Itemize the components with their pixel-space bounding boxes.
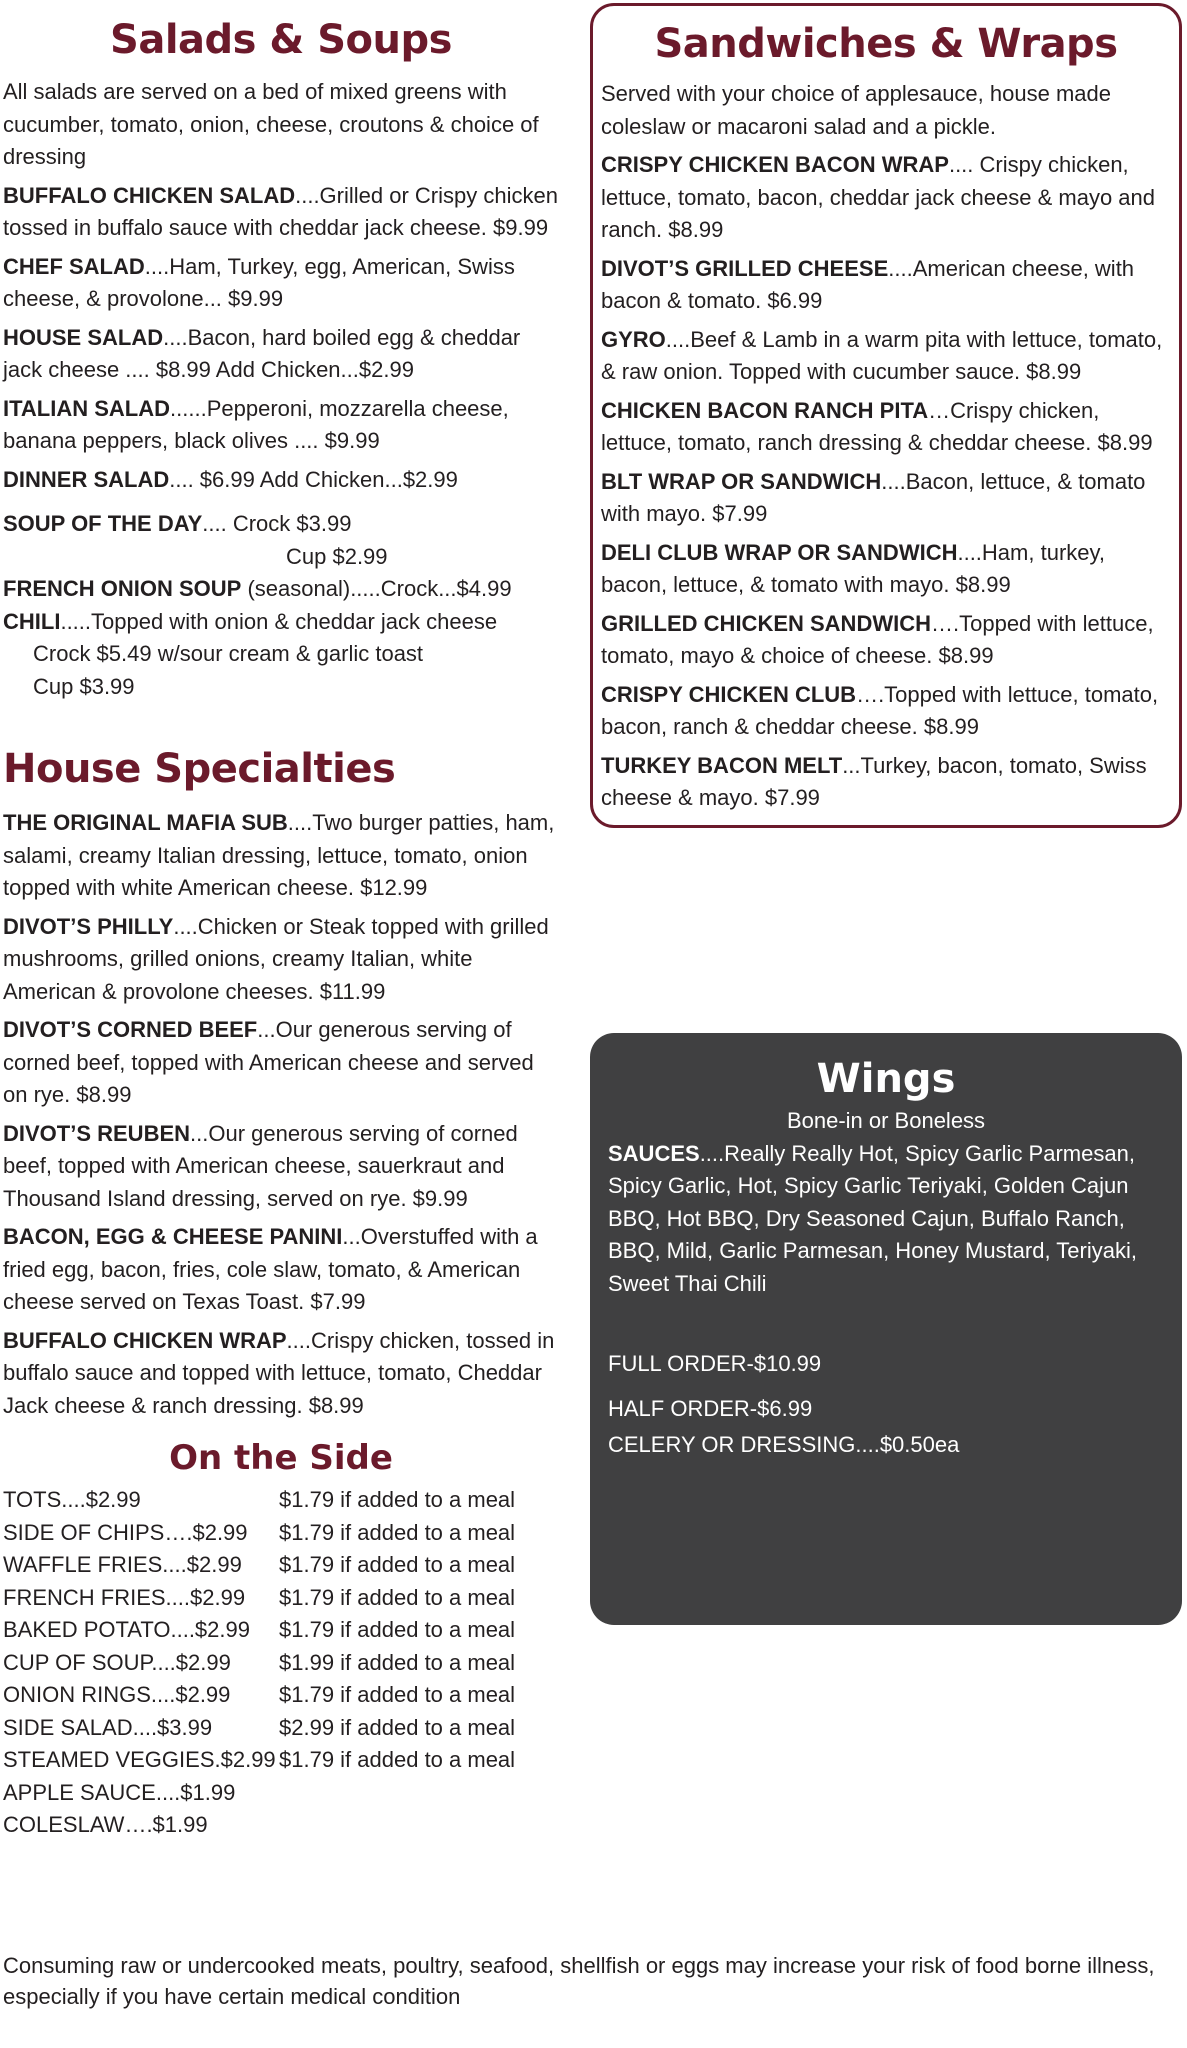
- item-name: CHEF SALAD: [3, 253, 145, 279]
- item-name: DIVOT’S GRILLED CHEESE: [601, 255, 889, 281]
- item-name: GYRO: [601, 326, 666, 352]
- salads-soups-heading: Salads & Soups: [110, 17, 452, 63]
- side-row: [3, 1517, 515, 1550]
- chili-cup-price: Cup $3.99: [33, 673, 135, 699]
- sandwiches-intro: Served with your choice of applesauce, house made coleslaw or macaroni salad and a pickle.: [601, 81, 1111, 139]
- side-row: [3, 1582, 515, 1615]
- side-meal-price: $1.79 if added to a meal: [279, 1487, 516, 1512]
- item-desc: ….Topped with lettuce, tomato, bacon, ranch & cheddar cheese. $8.99: [601, 681, 1159, 739]
- item-name: DIVOT’S REUBEN: [3, 1120, 191, 1146]
- sauces-label: SAUCES: [608, 1140, 700, 1166]
- sides-table: [3, 1484, 515, 1842]
- wings-orders: [608, 1348, 1164, 1462]
- menu-item: [601, 253, 1171, 318]
- full-order-price: FULL ORDER-$10.99: [608, 1351, 822, 1376]
- left-column: [3, 12, 559, 1842]
- side-item: BAKED POTATO....$2.99: [3, 1617, 250, 1642]
- side-meal-price: [279, 1809, 515, 1842]
- side-meal-price: $1.99 if added to a meal: [279, 1649, 516, 1675]
- item-name: BACON, EGG & CHEESE PANINI: [3, 1224, 343, 1249]
- item-name: BLT WRAP OR SANDWICH: [601, 468, 882, 494]
- item-desc: ...Overstuffed with a fried egg, bacon, fries, cole slaw, tomato, & American cheese served on Texas Toast. $7.99: [3, 1224, 538, 1314]
- side-meal-price: $1.79 if added to a meal: [279, 1747, 516, 1772]
- menu-item: [3, 464, 559, 497]
- item-name: CRISPY CHICKEN CLUB: [601, 681, 857, 707]
- item-desc: .... Crispy chicken, lettuce, tomato, bacon, cheddar jack cheese & mayo and ranch. $8.99: [601, 152, 1155, 242]
- wings-subtitle: Bone-in or Boneless: [786, 1108, 986, 1133]
- item-name: DIVOT’S CORNED BEEF: [3, 1017, 258, 1042]
- side-item: ONION RINGS....$2.99: [3, 1682, 231, 1707]
- item-desc: ...Our generous serving of corned beef, topped with American cheese, sauerkraut and Thousand Island dressing, served on rye. $9.99: [3, 1120, 518, 1211]
- item-desc: ......Pepperoni, mozzarella cheese, banana peppers, black olives .... $9.99: [3, 395, 509, 453]
- item-desc: ....American cheese, with bacon & tomato. $6.99: [601, 255, 1135, 313]
- item-desc: ....Crispy chicken, tossed in buffalo sauce and topped with lettuce, tomato, Cheddar Jack cheese & ranch dressing. $8.99: [3, 1327, 555, 1418]
- side-item: SIDE SALAD....$3.99: [3, 1714, 213, 1740]
- item-name: SOUP OF THE DAY: [3, 511, 203, 536]
- salads-intro: All salads are served on a bed of mixed greens with cucumber, tomato, onion, cheese, croutons & choice of dressing: [3, 79, 539, 169]
- menu-item: [601, 466, 1171, 531]
- side-item: SIDE OF CHIPS….$2.99: [3, 1519, 248, 1545]
- item-desc: ....Bacon, hard boiled egg & cheddar jack cheese .... $8.99 Add Chicken...$2.99: [3, 324, 521, 382]
- item-name: CHICKEN BACON RANCH PITA: [601, 397, 929, 423]
- item-name: CHILI: [3, 608, 61, 634]
- item-desc: ....Ham, Turkey, egg, American, Swiss cheese, & provolone... $9.99: [3, 253, 515, 311]
- side-meal-price: $1.79 if added to a meal: [279, 1552, 516, 1577]
- side-row: [3, 1679, 515, 1712]
- side-meal-price: $1.79 if added to a meal: [279, 1617, 516, 1642]
- item-desc: .... $6.99 Add Chicken...$2.99: [169, 466, 458, 492]
- on-the-side-heading: On the Side: [169, 1438, 393, 1478]
- item-desc: .....Topped with onion & cheddar jack cheese: [60, 608, 498, 634]
- side-row: [3, 1744, 515, 1777]
- menu-item: [601, 537, 1171, 602]
- side-meal-price: [279, 1777, 515, 1810]
- wings-heading: Wings: [816, 1056, 956, 1102]
- celery-dressing-price: CELERY OR DRESSING....$0.50ea: [608, 1432, 960, 1457]
- menu-item: [3, 393, 559, 458]
- menu-item: [601, 395, 1171, 460]
- house-specialties-heading: House Specialties: [3, 746, 396, 792]
- item-desc: …Crispy chicken, lettuce, tomato, ranch dressing & cheddar cheese. $8.99: [601, 397, 1153, 455]
- chili: [3, 606, 559, 704]
- side-row: [3, 1712, 515, 1745]
- menu-item: [601, 324, 1171, 389]
- wings-sauces: [608, 1138, 1164, 1301]
- menu-item: [3, 322, 559, 387]
- soup-of-the-day: [3, 508, 559, 573]
- item-desc: ....Ham, turkey, bacon, lettuce, & tomato with mayo. $8.99: [601, 539, 1105, 597]
- menu-item: [3, 180, 559, 245]
- menu-item: [601, 149, 1171, 247]
- sauces-list: ....Really Really Hot, Spicy Garlic Parmesan, Spicy Garlic, Hot, Spicy Garlic Teriyaki, Golden Cajun BBQ, Hot BBQ, Dry Seasoned Cajun, Buffalo Ranch, BBQ, Mild, Garlic Parmesan, Honey Mustard, Teriyaki, Sweet Thai Chili: [608, 1140, 1137, 1296]
- item-desc: ...Turkey, bacon, tomato, Swiss cheese & mayo. $7.99: [601, 752, 1147, 810]
- item-name: DINNER SALAD: [3, 466, 170, 492]
- item-name: BUFFALO CHICKEN SALAD: [3, 182, 296, 208]
- item-desc: ...Our generous serving of corned beef, topped with American cheese and served on rye. $8.99: [3, 1017, 534, 1107]
- sandwiches-wraps-box: [590, 3, 1182, 828]
- side-item: FRENCH FRIES....$2.99: [3, 1584, 246, 1610]
- side-meal-price: $2.99 if added to a meal: [279, 1714, 516, 1740]
- side-meal-price: $1.79 if added to a meal: [279, 1584, 516, 1610]
- menu-item: [3, 1221, 559, 1319]
- item-name: BUFFALO CHICKEN WRAP: [3, 1327, 287, 1353]
- side-item: COLESLAW….$1.99: [3, 1812, 208, 1837]
- item-desc: (seasonal).....Crock...$4.99: [241, 576, 512, 601]
- side-row: [3, 1809, 515, 1842]
- side-row: [3, 1777, 515, 1810]
- item-name: HOUSE SALAD: [3, 324, 164, 350]
- item-name: TURKEY BACON MELT: [601, 752, 843, 778]
- item-desc: ....Bacon, lettuce, & tomato with mayo. $7.99: [601, 468, 1146, 526]
- soup-crock-price: .... Crock $3.99: [202, 511, 352, 536]
- menu-item: [3, 1014, 559, 1112]
- item-desc: ....Chicken or Steak topped with grilled mushrooms, grilled onions, creamy Italian, white American & provolone cheeses. $11.99: [3, 913, 549, 1004]
- item-name: THE ORIGINAL MAFIA SUB: [3, 810, 288, 835]
- wings-box: [590, 1033, 1182, 1625]
- side-item: TOTS....$2.99: [3, 1487, 141, 1512]
- food-safety-disclaimer: Consuming raw or undercooked meats, poultry, seafood, shellfish or eggs may increase your risk of food borne illness, especially if you have certain medical condition: [3, 1953, 1155, 2009]
- item-desc: ....Beef & Lamb in a warm pita with lettuce, tomato, & raw onion. Topped with cucumber sauce. $8.99: [601, 326, 1163, 384]
- side-row: [3, 1647, 515, 1680]
- chili-crock-price: Crock $5.49 w/sour cream & garlic toast: [33, 641, 424, 666]
- menu-item: [3, 251, 559, 316]
- item-name: DELI CLUB WRAP OR SANDWICH: [601, 539, 958, 565]
- side-item: CUP OF SOUP....$2.99: [3, 1649, 231, 1675]
- side-item: WAFFLE FRIES....$2.99: [3, 1552, 242, 1577]
- menu-item: [3, 1118, 559, 1216]
- side-row: [3, 1549, 515, 1582]
- item-name: CRISPY CHICKEN BACON WRAP: [601, 152, 949, 177]
- item-name: DIVOT’S PHILLY: [3, 913, 174, 939]
- item-name: FRENCH ONION SOUP: [3, 576, 242, 601]
- item-desc: ….Topped with lettuce, tomato, mayo & choice of cheese. $8.99: [601, 610, 1154, 668]
- side-meal-price: $1.79 if added to a meal: [279, 1519, 516, 1545]
- item-desc: ....Grilled or Crispy chicken tossed in buffalo sauce with cheddar jack cheese. $9.99: [3, 182, 558, 240]
- sandwiches-wraps-heading: Sandwiches & Wraps: [654, 21, 1118, 67]
- soup-cup-price: Cup $2.99: [286, 543, 388, 569]
- menu-item: [3, 807, 559, 905]
- menu-item: [3, 1325, 559, 1423]
- side-row: [3, 1614, 515, 1647]
- item-desc: ....Two burger patties, ham, salami, creamy Italian dressing, lettuce, tomato, onion topped with white American cheese. $12.99: [3, 810, 555, 900]
- menu-item: [601, 750, 1171, 815]
- french-onion-soup: [3, 573, 559, 606]
- item-name: GRILLED CHICKEN SANDWICH: [601, 610, 931, 636]
- right-column: [590, 3, 1182, 828]
- side-item: APPLE SAUCE....$1.99: [3, 1779, 236, 1805]
- side-meal-price: $1.79 if added to a meal: [279, 1682, 516, 1707]
- menu-item: [3, 911, 559, 1009]
- menu-item: [601, 679, 1171, 744]
- item-name: ITALIAN SALAD: [3, 395, 171, 421]
- half-order-price: HALF ORDER-$6.99: [608, 1395, 813, 1421]
- menu-item: [601, 608, 1171, 673]
- side-row: [3, 1484, 515, 1517]
- side-item: STEAMED VEGGIES.$2.99: [3, 1747, 276, 1772]
